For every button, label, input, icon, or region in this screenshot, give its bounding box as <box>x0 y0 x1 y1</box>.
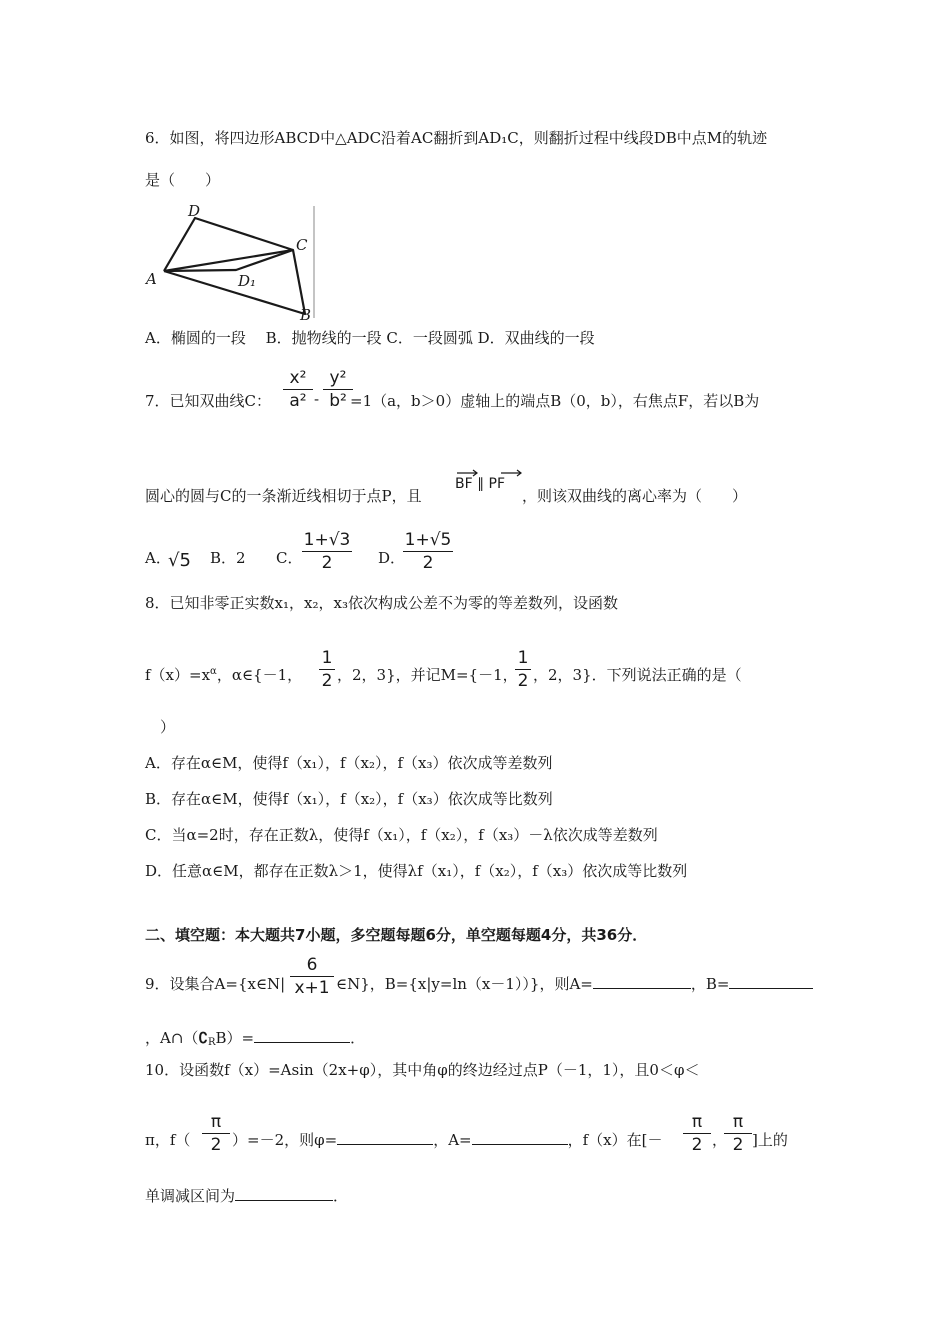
q10-phi-label: ）=－2，则φ= <box>232 1131 338 1149</box>
q10-decreasing-label: 单调减区间为 <box>145 1187 236 1205</box>
q9-answer-b-blank[interactable] <box>729 974 813 989</box>
q10-pi-num-2: π <box>691 1112 703 1132</box>
q10-pi-num-3: π <box>732 1112 744 1132</box>
q8-stem-line3: ） <box>160 718 176 736</box>
q8-set-m-start: ，2，3}，并记M={－1， <box>337 666 518 684</box>
q8-option-b: B．存在α∈M，使得f（x₁），f（x₂），f（x₃）依次成等比数列 <box>145 790 553 808</box>
q7-line2-post: ，则该双曲线的离心率为（ ） <box>522 487 748 505</box>
q7-option-c-label: C． <box>276 549 303 567</box>
q8-half-fraction-2 <box>515 648 531 691</box>
q6-stem-line2: 是（ ） <box>145 171 221 189</box>
q10-line3-end: ． <box>333 1187 349 1205</box>
q9-line2-pre: ，A∩（ <box>145 1029 199 1047</box>
q7-vec-text: BF ∥ PF <box>455 476 506 492</box>
q7-opt-c-num: 1+√3 <box>303 530 351 550</box>
q8-alpha-exponent: α <box>210 666 217 677</box>
q10-answer-a-blank[interactable] <box>472 1130 568 1145</box>
q10-interval-start: ，f（x）在[－ <box>567 1131 663 1149</box>
q7-fy-den: b² <box>329 391 347 411</box>
fig-label-c: C <box>296 236 308 254</box>
q10-a-label: ，A= <box>433 1131 472 1149</box>
q7-fx-num: x² <box>289 368 307 388</box>
q10-stem-line1: 10．设函数f（x）=Asin（2x+φ），其中角φ的终边经过点P（－1，1），且0＜φ＜ <box>145 1061 700 1079</box>
q8-half-fraction-1 <box>319 648 335 691</box>
fig-label-d: D <box>188 202 201 220</box>
q8-option-d: D．任意α∈M，都存在正数λ＞1，使得λf（x₁），f（x₂），f（x₃）依次成等比数列 <box>145 862 688 880</box>
q7-fraction-x <box>283 368 313 411</box>
q7-opt-c-den: 2 <box>321 553 333 573</box>
q9-line2 <box>145 1027 365 1048</box>
q7-opt-d-num: 1+√5 <box>404 530 452 550</box>
q10-pi-num-1: π <box>210 1112 222 1132</box>
q8-half-den-2: 2 <box>517 671 529 691</box>
q7-option-b: B．2 <box>210 549 246 567</box>
q7-vector-expression <box>455 470 506 492</box>
q7-option-d-fraction <box>403 530 453 573</box>
q10-pi-over-2-fraction-3 <box>724 1112 752 1155</box>
q8-func-def <box>145 664 302 685</box>
q8-stem-line1: 8．已知非零正实数x₁，x₂，x₃依次构成公差不为零的等差数列，设函数 <box>145 594 618 612</box>
q8-set-start: ，α∈{－1， <box>216 666 303 684</box>
q8-half-num-2: 1 <box>517 648 529 668</box>
q9-b-label: ，B= <box>690 975 730 993</box>
q7-option-c-fraction <box>302 530 352 573</box>
q9-frac-den: x+1 <box>294 978 330 998</box>
q7-minus: - <box>314 390 320 408</box>
q7-option-a-label: A． <box>145 549 171 567</box>
q9-answer-a-blank[interactable] <box>593 974 691 989</box>
q8-option-c: C．当α=2时，存在正数λ，使得f（x₁），f（x₂），f（x₃）－λ依次成等差数列 <box>145 826 658 844</box>
q7-option-d-label: D． <box>378 549 406 567</box>
q9-mid <box>336 973 813 994</box>
q7-opt-d-den: 2 <box>422 553 434 573</box>
q8-fx: f（x）=x <box>145 666 211 684</box>
q9-line2-mid: B）= <box>215 1029 255 1047</box>
q10-interval-end: ]上的 <box>752 1131 788 1149</box>
q10-answer-phi-blank[interactable] <box>337 1130 433 1145</box>
q10-interval-comma: ， <box>712 1131 728 1149</box>
q7-fy-num: y² <box>329 368 347 388</box>
q8-option-a: A．存在α∈M，使得f（x₁），f（x₂），f（x₃）依次成等差数列 <box>145 754 553 772</box>
q6-stem-line1: 6．如图，将四边形ABCD中△ADC沿着AC翻折到AD₁C，则翻折过程中线段DB中点M的轨迹 <box>145 129 768 147</box>
q9-complement-symbol: ∁ <box>198 1029 208 1047</box>
q10-pi-den-1: 2 <box>210 1135 222 1155</box>
q9-complement-sub: R <box>207 1037 216 1048</box>
q6-options: A．椭圆的一段 B．抛物线的一段 C．一段圆弧 D．双曲线的一段 <box>145 329 595 347</box>
q10-answer-interval-blank[interactable] <box>235 1186 333 1201</box>
q9-answer-intersection-blank[interactable] <box>254 1028 350 1043</box>
q7-fx-den: a² <box>289 391 307 411</box>
q10-pi-den-2: 2 <box>691 1135 703 1155</box>
q10-line3 <box>145 1185 348 1206</box>
fig-label-a: A <box>146 270 157 288</box>
q7-option-a-value: √5 <box>168 550 191 571</box>
q9-frac-num: 6 <box>306 955 318 975</box>
q7-line2-pre: 圆心的圆与C的一条渐近线相切于点P，且 <box>145 487 422 505</box>
q9-mid-text: ∈N}，B={x|y=ln（x－1））}，则A= <box>336 975 593 993</box>
q10-pi-den-3: 2 <box>732 1135 744 1155</box>
q10-pi-over-2-fraction-1 <box>202 1112 230 1155</box>
q9-fraction <box>290 955 334 998</box>
q7-prefix: 7．已知双曲线C： <box>145 392 272 410</box>
q8-half-den-1: 2 <box>321 671 333 691</box>
fig-label-d1: D₁ <box>238 272 257 290</box>
q7-suffix: =1（a，b＞0）虚轴上的端点B（0，b），右焦点F，若以B为 <box>350 392 760 410</box>
q10-line2-mid <box>232 1129 662 1150</box>
q7-fraction-y <box>323 368 353 411</box>
q9-prefix: 9．设集合A={x∈N| <box>145 975 286 993</box>
q8-set-m-end: ，2，3}．下列说法正确的是（ <box>533 666 742 684</box>
q9-line2-end: ． <box>350 1029 366 1047</box>
section-2-heading: 二、填空题：本大题共7小题，多空题每题6分，单空题每题4分，共36分． <box>145 926 648 944</box>
q10-pi-label: π，f（ <box>145 1131 191 1149</box>
q8-half-num-1: 1 <box>321 648 333 668</box>
q10-pi-over-2-fraction-2 <box>683 1112 711 1155</box>
q6-quadrilateral-figure <box>140 200 340 325</box>
fig-label-b: B <box>300 306 312 324</box>
